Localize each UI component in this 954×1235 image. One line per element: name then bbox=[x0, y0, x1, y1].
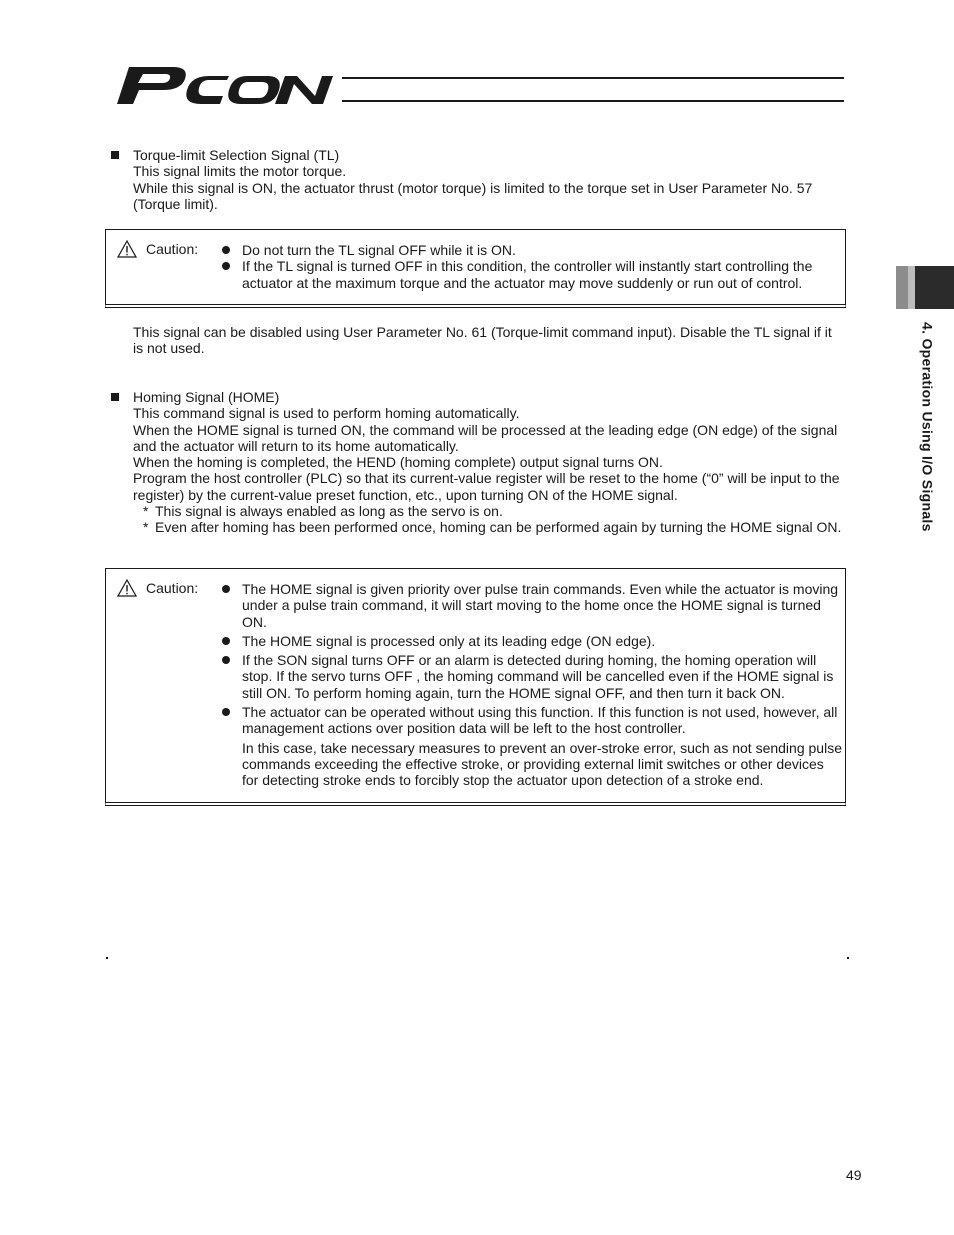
caution-header bbox=[117, 240, 198, 258]
caution-item bbox=[220, 652, 843, 701]
caution-label: Caution: bbox=[146, 579, 199, 596]
bullet-icon bbox=[222, 708, 230, 716]
note-item bbox=[133, 519, 845, 535]
header-rule-bottom bbox=[342, 100, 844, 102]
caution-text: The HOME signal is processed only at its leading edge (ON edge). bbox=[242, 632, 656, 649]
warning-triangle-icon bbox=[117, 579, 137, 597]
chapter-label: 4. Operation Using I/O Signals bbox=[919, 322, 936, 532]
paragraph: This signal limits the motor torque. bbox=[133, 163, 347, 180]
caution-item bbox=[220, 242, 843, 258]
header-rule-top bbox=[342, 77, 844, 79]
chapter-tab bbox=[896, 266, 954, 309]
caution-text: The HOME signal is given priority over pulse train commands. Even while the actuator is moving under a pulse train command, it will start moving to the home once the HOME signal is turned ON. bbox=[242, 581, 839, 630]
page-number: 49 bbox=[846, 1167, 862, 1183]
tl-after-text bbox=[133, 324, 845, 357]
home-section bbox=[133, 389, 845, 536]
caution-text: If the TL signal is turned OFF in this condition, the controller will instantly start controlling the actuator at the maximum torque and the actuator may move suddenly or run out of control. bbox=[242, 258, 813, 291]
paragraph: When the HOME signal is turned ON, the command will be processed at the leading edge (ON edge) of the signal and the actuator will return to its home automatically. bbox=[133, 421, 838, 454]
bullet-icon bbox=[222, 637, 230, 645]
caution-text: The actuator can be operated without using this function. If this function is not used, however, all management actions over position data will be left to the host controller. bbox=[242, 704, 838, 737]
warning-triangle-icon bbox=[117, 240, 137, 258]
caution-item bbox=[220, 633, 843, 649]
tl-section bbox=[133, 147, 845, 212]
section-title: Homing Signal (HOME) bbox=[133, 389, 280, 405]
note-text: Even after homing has been performed once, homing can be performed again by turning the HOME signal ON. bbox=[155, 519, 842, 536]
caution-label: Caution: bbox=[146, 240, 199, 257]
caution-text: If the SON signal turns OFF or an alarm is detected during homing, the homing operation will stop. If the servo turns OFF , the homing command will be cancelled even if the HOME signal is still ON. To perform homing again, turn the HOME signal OFF, and then turn it back ON. bbox=[242, 652, 834, 701]
pcon-logo bbox=[117, 62, 339, 106]
paragraph: Program the host controller (PLC) so that its current-value register will be reset to the home (“0” will be input to the register) by the current-value preset function, etc., upon turning ON of the HOME signal. bbox=[133, 470, 840, 503]
note-item bbox=[133, 503, 845, 519]
caution-item bbox=[220, 704, 843, 788]
asterisk-icon: * bbox=[143, 519, 149, 536]
paragraph: While this signal is ON, the actuator thrust (motor torque) is limited to the torque set in User Parameter No. 57 (Torque limit). bbox=[133, 179, 813, 212]
crop-mark bbox=[847, 957, 849, 959]
caution-item bbox=[220, 258, 843, 291]
paragraph: This command signal is used to perform homing automatically. bbox=[133, 405, 520, 422]
caution-text: Do not turn the TL signal OFF while it is ON. bbox=[242, 242, 516, 258]
caution-item bbox=[220, 581, 843, 630]
section-bullet bbox=[111, 393, 119, 401]
bullet-icon bbox=[222, 246, 230, 254]
bullet-icon bbox=[222, 262, 230, 270]
caution-text: In this case, take necessary measures to prevent an over-stroke error, such as not sending pulse commands exceeding the effective stroke, or providing external limit switches or other devices for detecting stroke ends to forcibly stop the actuator upon detection of a stroke end. bbox=[242, 739, 842, 789]
section-bullet bbox=[111, 151, 119, 159]
crop-mark bbox=[106, 957, 108, 959]
caution-box bbox=[105, 229, 846, 308]
asterisk-icon: * bbox=[143, 503, 149, 520]
paragraph: When the homing is completed, the HEND (homing complete) output signal turns ON. bbox=[133, 454, 663, 471]
paragraph: This signal can be disabled using User Parameter No. 61 (Torque-limit command input). Disable the TL signal if it is not used. bbox=[133, 324, 832, 357]
note-text: This signal is always enabled as long as the servo is on. bbox=[155, 503, 503, 520]
caution-box bbox=[105, 568, 846, 806]
section-title: Torque-limit Selection Signal (TL) bbox=[133, 147, 340, 163]
caution-header bbox=[117, 579, 198, 597]
bullet-icon bbox=[222, 656, 230, 664]
bullet-icon bbox=[222, 585, 230, 593]
